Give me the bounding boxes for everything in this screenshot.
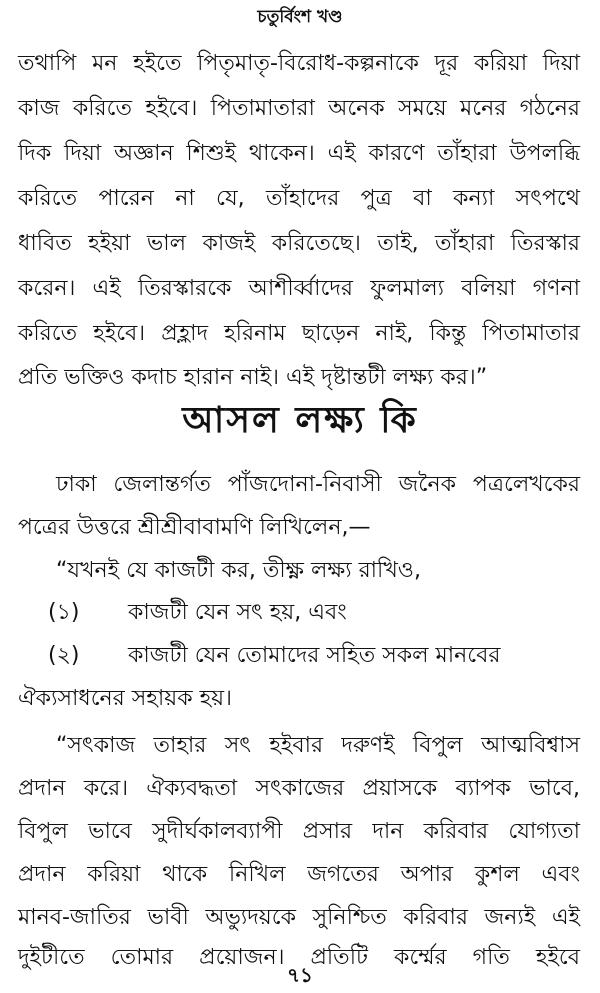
- text-line: ঢাকা জেলান্তর্গত পাঁজদোনা-নিবাসী জনৈক পত্রলেখকের: [56, 472, 580, 497]
- text-line: দিক দিয়া অজ্ঞান শিশুই থাকেন। এই কারণে তাঁহারা উপলব্ধি: [18, 141, 580, 166]
- text-line: প্রদান করে। ঐক্যবদ্ধতা সৎকাজের প্রয়াসকে ব্যাপক ভাবে,: [18, 776, 580, 801]
- list-item: [48, 595, 580, 631]
- list-continuation: ঐক্যসাধনের সহায়ক হয়।: [18, 686, 232, 711]
- text-line: করিতে পারেন না যে, তাঁহাদের পুত্র বা কন্যা সৎপথে: [18, 186, 580, 211]
- text-line: দুইটীতে তোমার প্রয়োজন। প্রতিটি কর্ম্মের গতি হইবে: [18, 945, 580, 970]
- text-line: প্রতি ভক্তিও কদাচ হারান নাই। এই দৃষ্টান্তটী লক্ষ্য কর।”: [18, 365, 488, 390]
- list-text: কাজটী যেন তোমাদের সহিত সকল মানবের: [128, 643, 501, 668]
- list-number: (১): [48, 600, 80, 625]
- text-line: করেন। এই তিরস্কারকে আশীর্ব্বাদের ফুলমাল্য বলিয়া গণনা: [18, 276, 580, 301]
- text-line: প্রদান করিয়া থাকে নিখিল জগতের অপার কুশল এবং: [18, 862, 580, 887]
- section-heading: আসল লক্ষ্য কি: [182, 400, 418, 441]
- text-line: কাজ করিতে হইবে। পিতামাতারা অনেক সময়ে মনের গঠনের: [18, 96, 580, 121]
- text-line: ধাবিত হইয়া ভাল কাজই করিতেছে। তাই, তাঁহারা তিরস্কার: [18, 231, 580, 256]
- list-text: কাজটী যেন সৎ হয়, এবং: [128, 600, 347, 625]
- text-line: “সৎকাজ তাহার সৎ হইবার দরুণই বিপুল আত্মবিশ্বাস: [56, 733, 580, 758]
- text-line: পত্রের উত্তরে শ্রীশ্রীবাবামণি লিখিলেন,—: [18, 515, 371, 540]
- quote-intro: “যখনই যে কাজটী কর, তীক্ষ্ণ লক্ষ্য রাখিও,: [56, 558, 421, 583]
- text-line: করিতে হইবে। প্রহ্লাদ হরিনাম ছাড়েন নাই, কিন্তু পিতামাতার: [18, 321, 580, 346]
- list-item: [48, 638, 580, 674]
- list-number: (২): [48, 643, 80, 668]
- text-line: তথাপি মন হইতে পিতৃমাতৃ-বিরোধ-কল্পনাকে দূর করিয়া দিয়া: [18, 51, 580, 76]
- page-number: ৭১: [287, 963, 313, 987]
- text-line: বিপুল ভাবে সুদীর্ঘকালব্যাপী প্রসার দান করিবার যোগ্যতা: [18, 819, 580, 844]
- text-line: মানব-জাতির ভাবী অভ্যুদয়কে সুনিশ্চিত করিবার জন্যই এই: [18, 905, 580, 930]
- running-head: চতুর্বিংশ খণ্ড: [257, 7, 343, 27]
